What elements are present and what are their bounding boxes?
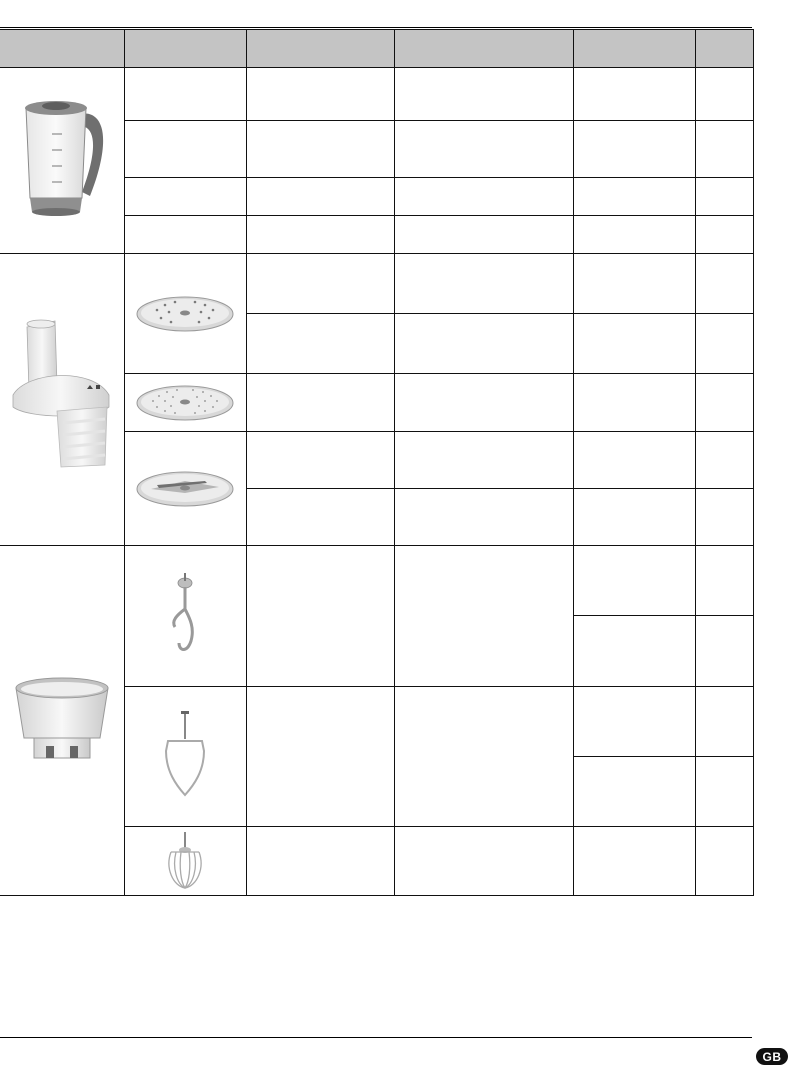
header-cell-4 xyxy=(394,30,573,68)
top-rule xyxy=(0,27,752,28)
mixing-bowl-icon xyxy=(12,676,112,766)
table-header-row xyxy=(0,30,753,68)
slicer-disc-cell xyxy=(124,432,246,546)
fine-grater-disc-cell xyxy=(124,254,246,374)
table-row xyxy=(0,68,753,121)
food-processor-attachment-cell xyxy=(0,254,124,546)
language-badge: GB xyxy=(756,1048,788,1065)
food-processor-attachment-icon xyxy=(7,315,117,485)
accessory-usage-table xyxy=(0,29,754,896)
beater-cell xyxy=(124,687,246,827)
beater-icon xyxy=(160,707,210,807)
table-row xyxy=(0,254,753,314)
mixing-bowl-attachment-cell xyxy=(0,546,124,896)
header-cell-5 xyxy=(573,30,695,68)
header-cell-3 xyxy=(246,30,394,68)
table-row xyxy=(0,546,753,616)
header-cell-attachment xyxy=(0,30,124,68)
header-cell-6 xyxy=(695,30,753,68)
dough-hook-cell xyxy=(124,546,246,687)
blender-attachment-cell xyxy=(0,68,124,254)
fine-grater-disc-icon xyxy=(135,294,235,334)
whisk-icon xyxy=(163,830,207,892)
coarse-grater-disc-cell xyxy=(124,374,246,432)
bottom-rule xyxy=(0,1037,752,1038)
header-cell-tool xyxy=(124,30,246,68)
whisk-cell xyxy=(124,827,246,896)
slicer-disc-icon xyxy=(135,469,235,509)
coarse-grater-disc-icon xyxy=(135,383,235,423)
blender-jug-icon xyxy=(12,86,112,236)
dough-hook-icon xyxy=(165,571,205,661)
